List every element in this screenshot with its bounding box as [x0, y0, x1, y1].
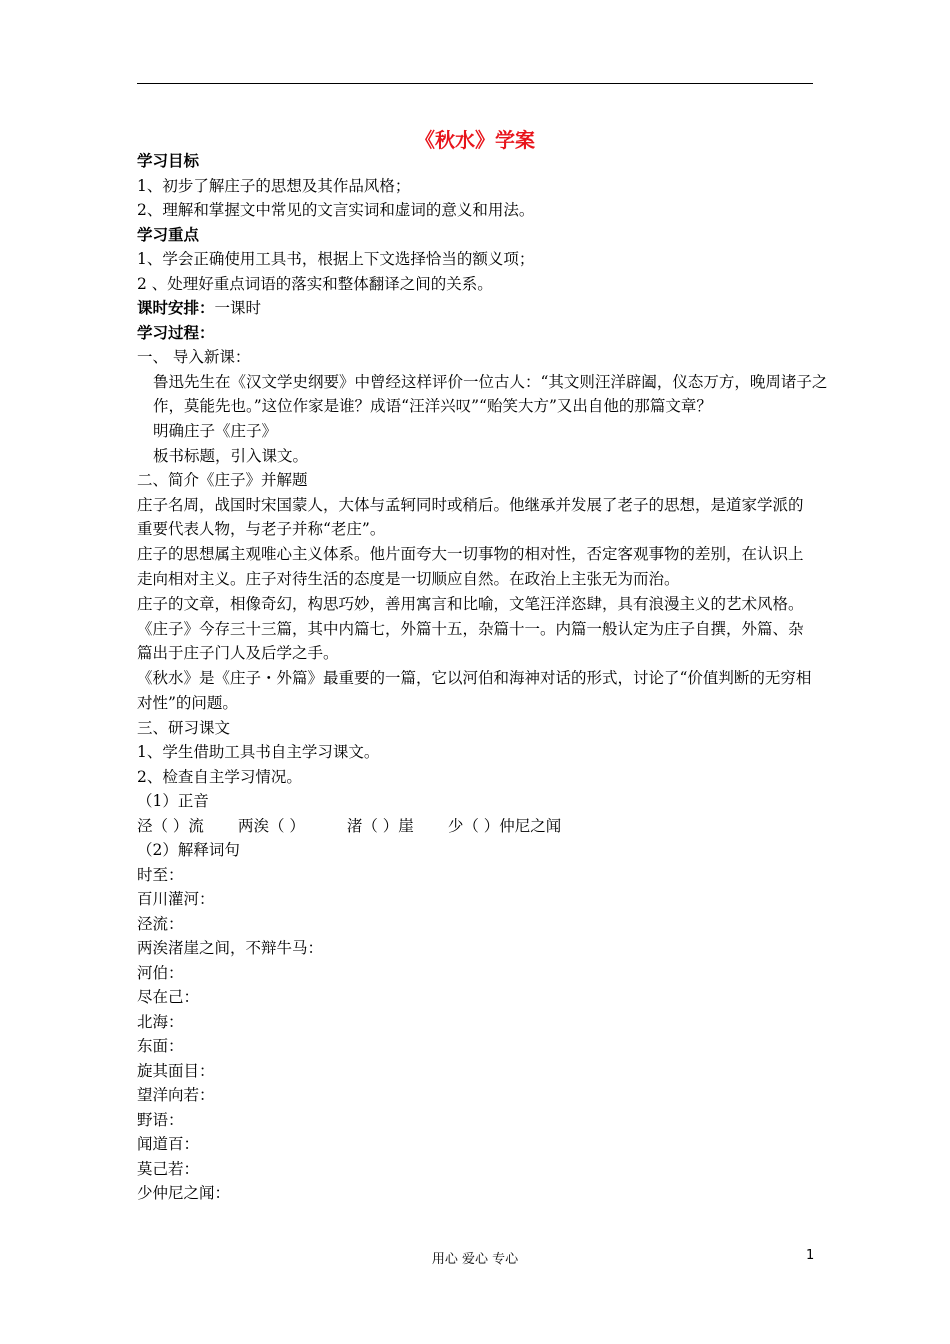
- process-heading: 学习过程：: [137, 323, 215, 342]
- intro-note: 板书标题，引入课文。: [153, 446, 309, 465]
- schedule-line: [137, 296, 827, 321]
- explain-item: 东面：: [137, 1037, 184, 1056]
- schedule-value: 一课时: [214, 299, 262, 317]
- explain-title: （2）解释词句: [137, 841, 240, 860]
- pronunciation-row: [137, 814, 827, 839]
- section3-title: 三、研习课文: [137, 718, 231, 737]
- pronunciation-item: 少（ ）仲尼之闻: [447, 816, 562, 835]
- document-body: [137, 149, 827, 1206]
- explain-item: 少仲尼之闻：: [137, 1184, 231, 1203]
- explain-item: 闻道百：: [137, 1135, 200, 1154]
- section2-title: 二、简介《庄子》并解题: [137, 471, 308, 490]
- explain-item: 尽在己：: [137, 988, 200, 1007]
- intro-paragraph: 鲁迅先生在《汉文学史纲要》中曾经这样评价一位古人：“其文则汪洋辟阖，仪态万方，晚周诸子之作，莫能先也。”这位作家是谁？成语“汪洋兴叹”“贻笑大方”又出自他的那篇文章？: [153, 372, 828, 416]
- focus-item: 2 、处理好重点词语的落实和整体翻译之间的关系。: [137, 274, 493, 293]
- focus-item: 1、学会正确使用工具书，根据上下文选择恰当的额义项；: [137, 250, 535, 268]
- explain-item: 旋其面目：: [137, 1061, 215, 1080]
- intro-answer: 明确庄子《庄子》: [153, 422, 278, 441]
- pronunciation-item: 泾（ ）流: [137, 816, 204, 835]
- explain-item: 莫己若：: [137, 1159, 200, 1178]
- explain-item: 野语：: [137, 1110, 184, 1129]
- objective-item: 2、理解和掌握文中常见的文言实词和虚词的意义和用法。: [137, 201, 535, 219]
- header-rule: [137, 83, 813, 84]
- explain-item: 望洋向若：: [137, 1086, 215, 1105]
- pronunciation-item: 两涘（ ）: [237, 816, 305, 835]
- section3-step: 2、检查自主学习情况。: [137, 767, 302, 786]
- section2-paragraph: 《秋水》是《庄子・外篇》最重要的一篇，它以河伯和海神对话的形式，讨论了“价值判断的无穷相对性”的问题。: [137, 669, 812, 712]
- explain-item: 河伯：: [137, 963, 184, 982]
- explain-item: 时至：: [137, 865, 184, 884]
- objectives-heading: 学习目标: [137, 152, 200, 170]
- explain-item: 北海：: [137, 1012, 184, 1031]
- section2-paragraph: 庄子的思想属主观唯心主义体系。他片面夸大一切事物的相对性，否定客观事物的差别，在认识上走向相对主义。庄子对待生活的态度是一切顺应自然。在政治上主张无为而治。: [137, 545, 804, 588]
- section2-paragraph: 庄子的文章，相像奇幻，构思巧妙，善用寓言和比喻，文笔汪洋恣肆，具有浪漫主义的艺术风格。: [137, 594, 804, 613]
- explain-item: 两涘渚崖之间，不辩牛马：: [137, 939, 324, 958]
- intro-title: 一、 导入新课：: [137, 348, 251, 366]
- pronunciation-title: （1）正音: [137, 792, 209, 811]
- explain-item: 百川灌河：: [137, 890, 215, 909]
- document-title: 《秋水》学案: [415, 128, 535, 152]
- schedule-label: 课时安排：: [137, 299, 215, 317]
- section2-paragraph: 《庄子》今存三十三篇，其中内篇七，外篇十五，杂篇十一。内篇一般认定为庄子自撰，外篇、杂篇出于庄子门人及后学之手。: [137, 619, 804, 663]
- page-number: 1: [806, 1248, 815, 1263]
- section3-step: 1、学生借助工具书自主学习课文。: [137, 743, 380, 762]
- pronunciation-item: 渚（ ）崖: [346, 816, 414, 835]
- objective-item: 1、初步了解庄子的思想及其作品风格；: [137, 176, 411, 195]
- explain-item: 泾流：: [137, 914, 184, 933]
- section2-paragraph: 庄子名周，战国时宋国蒙人，大体与孟轲同时或稍后。他继承并发展了老子的思想，是道家学派的重要代表人物，与老子并称“老庄”。: [137, 495, 804, 539]
- page-footer: 用心 爱心 专心: [431, 1252, 519, 1267]
- focus-heading: 学习重点: [137, 225, 200, 244]
